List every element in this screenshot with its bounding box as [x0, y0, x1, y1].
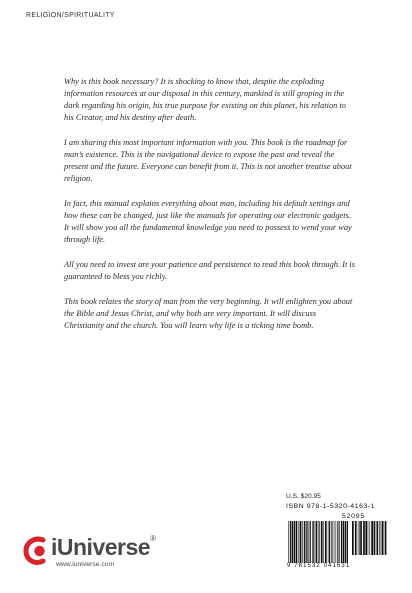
price-barcode: [352, 521, 388, 555]
price-label: U.S. $20.95: [286, 493, 321, 500]
blurb-paragraph: Why is this book necessary? It is shocking to know that, despite the exploding information resources at our disposal in this century, mankind is still groping in the dark regarding his origin, his true purpose for existing on this planet, his relation to his Creator, and his destiny after death.: [64, 77, 346, 123]
publisher-name: iUniverse®: [51, 534, 156, 560]
cover-blurb: [64, 76, 357, 345]
barcode-digits: 9 781532 041631: [287, 563, 351, 569]
blurb-paragraph: I am sharing this most important information with you. This book is the roadmap for man’s existence. This is the navigational device to expose the past and reveal the present and the future. Everyone can benefit from it. This is not another treatise about religion.: [64, 137, 352, 184]
publisher-url: www.iuniverse.com: [56, 561, 115, 568]
publisher-logo: [23, 534, 173, 574]
isbn-label: ISBN 978-1-5320-4163-1: [286, 503, 376, 510]
isbn-barcode: [288, 521, 348, 563]
blurb-paragraph: All you need to invest are your patience and persistence to read this book through. It is guaranteed to bless you richly.: [64, 259, 355, 281]
blurb-paragraph: In fact, this manual explains everything about man, including his default settings and how these can be changed, just like the manuals for operating our electronic gadgets. It will show you all the fundamental knowledge you need to possess to wend your way through life.: [64, 198, 352, 245]
category-label: RELIGION/SPIRITUALITY: [26, 12, 115, 19]
price-code-label: 52095: [342, 513, 365, 520]
iuniverse-logo-mark-icon: [23, 536, 53, 566]
blurb-paragraph: This book relates the story of man from the very beginning. It will enlighten you about the Bible and Jesus Christ, and why both are very important. It will discuss Christianity and the church. You will learn why life is a ticking time bomb.: [64, 296, 353, 330]
